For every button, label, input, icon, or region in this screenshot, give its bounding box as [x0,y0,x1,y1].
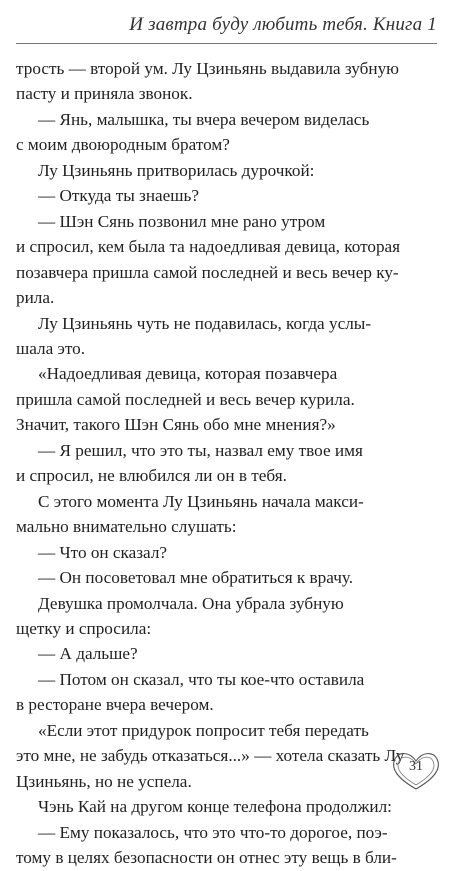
text-line: — Янь, малышка, ты вчера вечером виделась [38,109,370,129]
text-line: тому в целях безопасности он отнес эту вещь в бли- [16,848,397,868]
text-line: позавчера пришла самой последней и весь вечер ку- [16,262,399,282]
text-line: с моим двоюродным братом? [16,135,230,155]
text-line: — Шэн Сянь позвонил мне рано утром [38,211,326,231]
text-line: — А дальше? [38,644,138,664]
text-line: и спросил, кем была та надоедливая девица, которая [16,237,401,257]
text-line: в ресторане вчера вечером. [16,695,214,715]
text-line: трость — второй ум. Лу Цзиньянь выдавила зубную [16,59,400,78]
text-line: это мне, не забудь отказаться...» — хотела сказать Лу [16,746,405,766]
text-line: Девушка промолчала. Она убрала зубную [38,593,344,613]
text-line: мально внимательно слушать: [16,517,237,537]
running-title: И завтра буду любить тебя. Книга 1 [129,14,437,35]
text-line: и спросил, не влюбился ли он в тебя. [16,466,287,486]
page-number-ornament [389,748,443,792]
text-line: пасту и приняла звонок. [16,84,193,104]
text-line: Чэнь Кай на другом конце телефона продолжил: [38,797,392,817]
page-number: 31 [409,759,423,774]
text-line: Значит, такого Шэн Сянь обо мне мнения?» [16,415,336,435]
text-line: рила. [16,288,55,308]
text-line: щетку и спросила: [16,618,152,638]
text-line: Цзиньянь, но не успела. [16,771,192,791]
text-line: — Он посоветовал мне обратиться к врачу. [38,568,354,588]
text-line: «Надоедливая девица, которая позавчера [38,364,338,384]
text-line: Лу Цзиньянь притворилась дурочкой: [38,160,315,180]
running-header [16,0,437,44]
text-line: — Что он сказал? [38,542,168,562]
text-line: — Откуда ты знаешь? [38,186,199,206]
text-line: «Если этот придурок попросит тебя передать [38,720,369,740]
text-line: — Потом он сказал, что ты кое-что оставила [38,669,365,689]
text-line: — Я решил, что это ты, назвал ему твое имя [38,440,363,460]
text-line: пришла самой последней и весь вечер курила. [16,389,355,409]
text-line: — Ему показалось, что это что-то дорогое, поэ- [38,822,388,842]
text-line: Лу Цзиньянь чуть не подавилась, когда услы- [38,313,372,333]
text-line: С этого момента Лу Цзиньянь начала макси- [38,491,364,511]
text-line: шала это. [16,338,86,358]
body-text [16,56,437,871]
